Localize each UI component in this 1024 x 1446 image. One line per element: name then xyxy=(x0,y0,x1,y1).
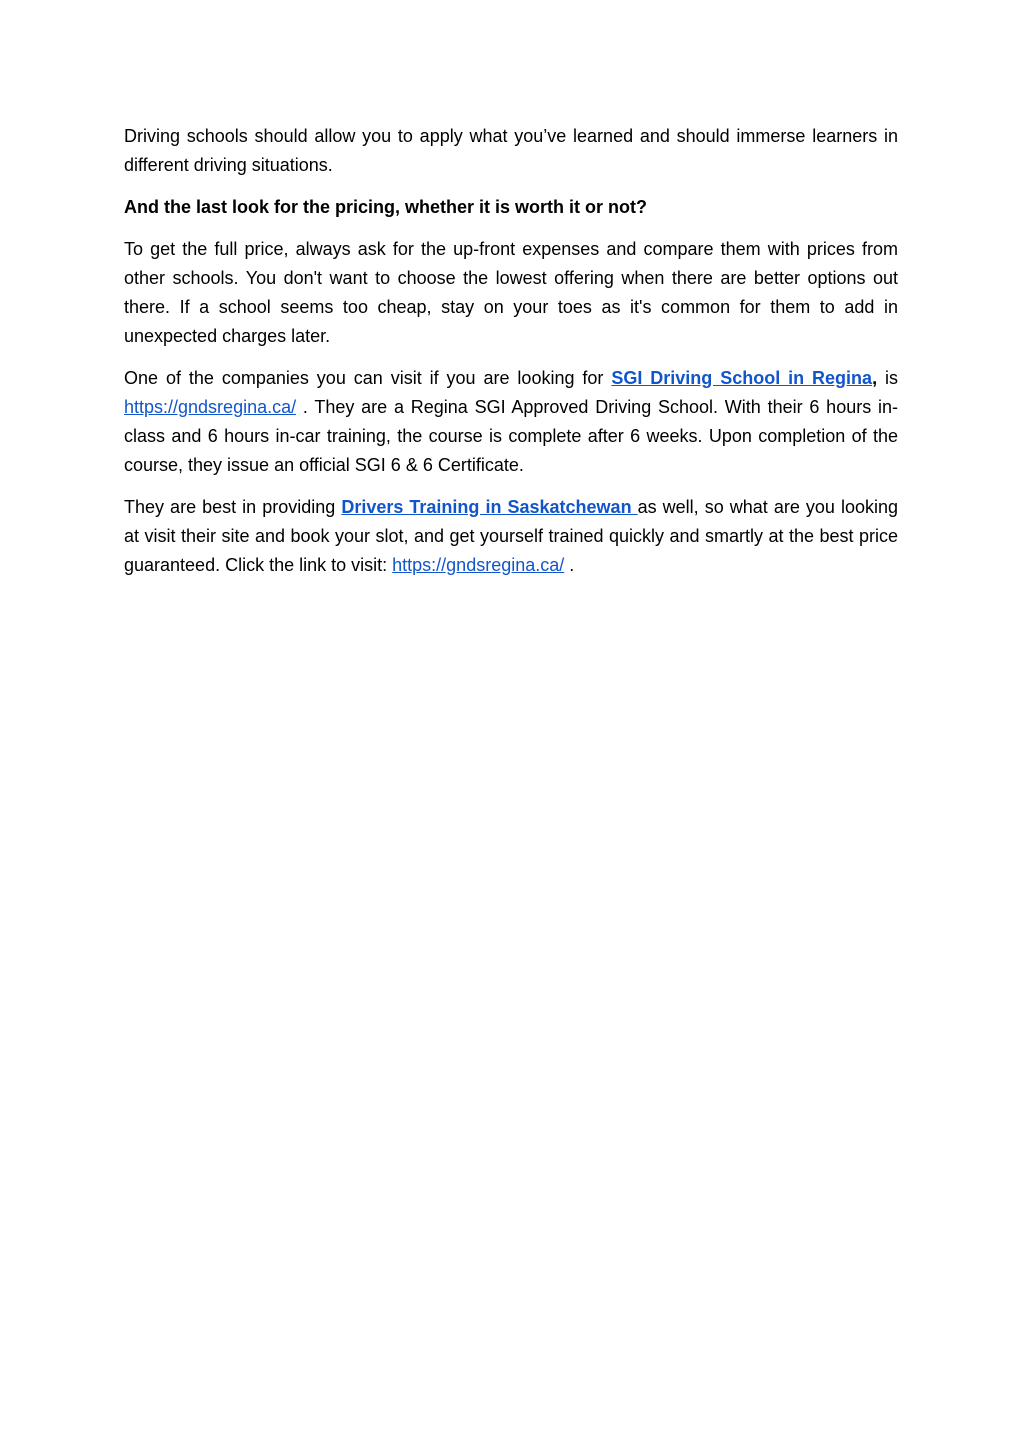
pricing-heading: And the last look for the pricing, whether it is worth it or not? xyxy=(124,197,648,217)
paragraph-full-price: To get the full price, always ask for the up-front expenses and compare them with prices from other schools. You don't want to choose the lowest offering when there are better options out there. If a school seems too cheap, stay on your toes as it's common for them to add in unexpected charges later. xyxy=(124,239,898,346)
paragraph-driving-schools: Driving schools should allow you to apply what you’ve learned and should immerse learners in different driving situations. xyxy=(124,126,898,175)
paragraph-companies xyxy=(124,364,898,480)
gndsregina-url-link-2[interactable]: https://gndsregina.ca/ xyxy=(392,555,565,575)
sgi-driving-school-link[interactable]: SGI Driving School in Regina xyxy=(611,368,873,388)
companies-text-start: One of the companies you can visit if you are looking for xyxy=(124,368,612,388)
best-text-start: They are best in providing xyxy=(124,497,342,517)
gndsregina-url-link[interactable]: https://gndsregina.ca/ xyxy=(124,397,297,417)
companies-text-end: . They are a Regina SGI Approved Driving School. With their 6 hours in-class and 6 hours in-car training, the course is complete after 6 weeks. Upon completion of the course, they issue an official SGI 6 & 6 Certificate. xyxy=(124,397,898,475)
document-page xyxy=(124,122,898,593)
best-text-end: . xyxy=(564,555,575,575)
companies-text-is: is xyxy=(877,368,899,388)
drivers-training-link[interactable]: Drivers Training in Saskatchewan xyxy=(341,497,638,517)
companies-comma: , xyxy=(872,368,878,388)
paragraph-best-providing xyxy=(124,493,898,580)
best-text-middle: as well, so what are you looking at visit their site and book your slot, and get yourself trained quickly and smartly at the best price guaranteed. Click the link to visit: xyxy=(124,497,898,575)
